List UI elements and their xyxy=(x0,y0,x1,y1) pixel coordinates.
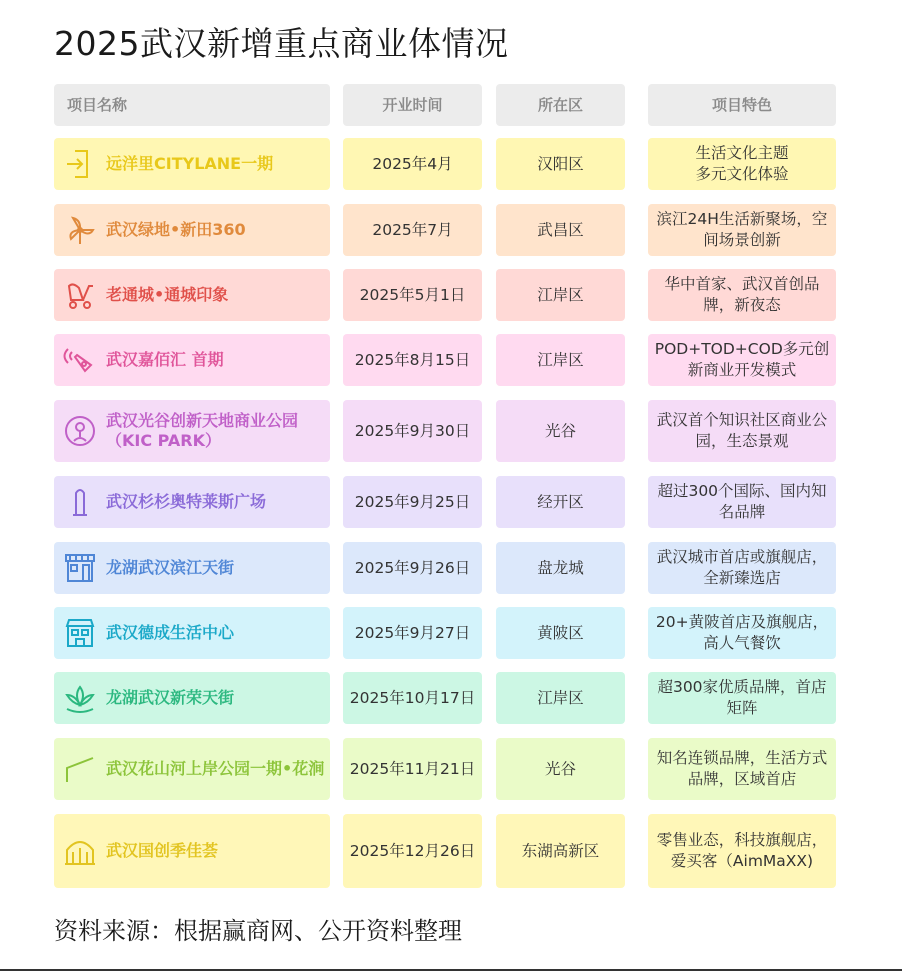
table-row xyxy=(54,814,836,888)
feature-cell: 知名连锁品牌，生活方式品牌，区域首店 xyxy=(648,738,836,800)
district-cell: 江岸区 xyxy=(496,672,625,724)
tower-icon xyxy=(62,484,98,520)
table-row xyxy=(54,400,836,462)
table-header xyxy=(54,84,836,126)
project-name: 武汉杉杉奥特莱斯广场 xyxy=(106,492,267,511)
opening-date-cell: 2025年10月17日 xyxy=(343,672,482,724)
feature-cell: 零售业态，科技旗舰店，爱买客（AimMaXX) xyxy=(648,814,836,888)
exit-door-icon xyxy=(62,146,98,182)
feature-cell: 滨江24H生活新聚场，空间场景创新 xyxy=(648,204,836,256)
project-name-cell xyxy=(54,204,330,256)
page-title: 2025武汉新增重点商业体情况 xyxy=(54,24,509,63)
project-name-cell xyxy=(54,138,330,190)
table-row xyxy=(54,334,836,386)
roof-icon xyxy=(62,751,98,787)
shop-icon xyxy=(62,615,98,651)
header-feature: 项目特色 xyxy=(648,84,836,126)
opening-date-cell: 2025年11月21日 xyxy=(343,738,482,800)
project-name: 老通城•通城印象 xyxy=(106,285,229,304)
district-cell: 光谷 xyxy=(496,738,625,800)
project-name-cell xyxy=(54,542,330,594)
project-name: 武汉嘉佰汇 首期 xyxy=(106,350,224,369)
project-name-cell xyxy=(54,814,330,888)
storefront-icon xyxy=(62,550,98,586)
opening-date-cell: 2025年4月 xyxy=(343,138,482,190)
project-name: 武汉德成生活中心 xyxy=(106,623,235,642)
district-cell: 经开区 xyxy=(496,476,625,528)
opening-date-cell: 2025年5月1日 xyxy=(343,269,482,321)
opening-date-cell: 2025年9月25日 xyxy=(343,476,482,528)
table-row xyxy=(54,204,836,256)
district-cell: 武昌区 xyxy=(496,204,625,256)
table-row xyxy=(54,672,836,724)
district-cell: 盘龙城 xyxy=(496,542,625,594)
project-name-cell xyxy=(54,476,330,528)
pinwheel-icon xyxy=(62,212,98,248)
feature-cell: 20+黄陂首店及旗舰店，高人气餐饮 xyxy=(648,607,836,659)
project-name: 武汉国创季佳荟 xyxy=(106,841,219,860)
feature-cell: POD+TOD+COD多元创新商业开发模式 xyxy=(648,334,836,386)
stroller-icon xyxy=(62,277,98,313)
arch-building-icon xyxy=(62,833,98,869)
feature-cell: 武汉城市首店或旗舰店，全新臻选店 xyxy=(648,542,836,594)
feature-cell: 超过300个国际、国内知名品牌 xyxy=(648,476,836,528)
project-name-cell xyxy=(54,334,330,386)
project-name-cell xyxy=(54,607,330,659)
table-row xyxy=(54,138,836,190)
lotus-icon xyxy=(62,680,98,716)
source-note: 资料来源：根据赢商网、公开资料整理 xyxy=(54,917,462,945)
project-name-cell xyxy=(54,738,330,800)
table-row xyxy=(54,269,836,321)
feature-cell: 武汉首个知识社区商业公园，生态景观 xyxy=(648,400,836,462)
district-cell: 光谷 xyxy=(496,400,625,462)
district-cell: 黄陂区 xyxy=(496,607,625,659)
signal-tag-icon xyxy=(62,342,98,378)
table-row xyxy=(54,607,836,659)
district-cell: 汉阳区 xyxy=(496,138,625,190)
opening-date-cell: 2025年7月 xyxy=(343,204,482,256)
district-cell: 江岸区 xyxy=(496,269,625,321)
district-cell: 江岸区 xyxy=(496,334,625,386)
header-project-name: 项目名称 xyxy=(54,84,330,126)
feature-cell: 生活文化主题 多元文化体验 xyxy=(648,138,836,190)
table-row xyxy=(54,738,836,800)
project-name: 远洋里CITYLANE一期 xyxy=(106,154,274,173)
opening-date-cell: 2025年9月27日 xyxy=(343,607,482,659)
header-opening-date: 开业时间 xyxy=(343,84,482,126)
header-district: 所在区 xyxy=(496,84,625,126)
project-name: 龙湖武汉滨江天街 xyxy=(106,558,235,577)
table-row xyxy=(54,476,836,528)
table-row xyxy=(54,542,836,594)
feature-cell: 超300家优质品牌，首店矩阵 xyxy=(648,672,836,724)
feature-cell: 华中首家、武汉首创品牌，新夜态 xyxy=(648,269,836,321)
project-name-cell xyxy=(54,672,330,724)
opening-date-cell: 2025年9月26日 xyxy=(343,542,482,594)
project-name: 武汉花山河上岸公园一期•花涧 xyxy=(106,759,325,778)
projects-table xyxy=(54,84,836,870)
project-name: 武汉光谷创新天地商业公园（KIC PARK） xyxy=(106,411,299,450)
opening-date-cell: 2025年12月26日 xyxy=(343,814,482,888)
project-name-cell xyxy=(54,400,330,462)
district-cell: 东湖高新区 xyxy=(496,814,625,888)
opening-date-cell: 2025年9月30日 xyxy=(343,400,482,462)
opening-date-cell: 2025年8月15日 xyxy=(343,334,482,386)
project-name: 龙湖武汉新荣天街 xyxy=(106,688,235,707)
project-name-cell xyxy=(54,269,330,321)
project-name: 武汉绿地•新田360 xyxy=(106,220,246,239)
location-pin-icon xyxy=(62,413,98,449)
